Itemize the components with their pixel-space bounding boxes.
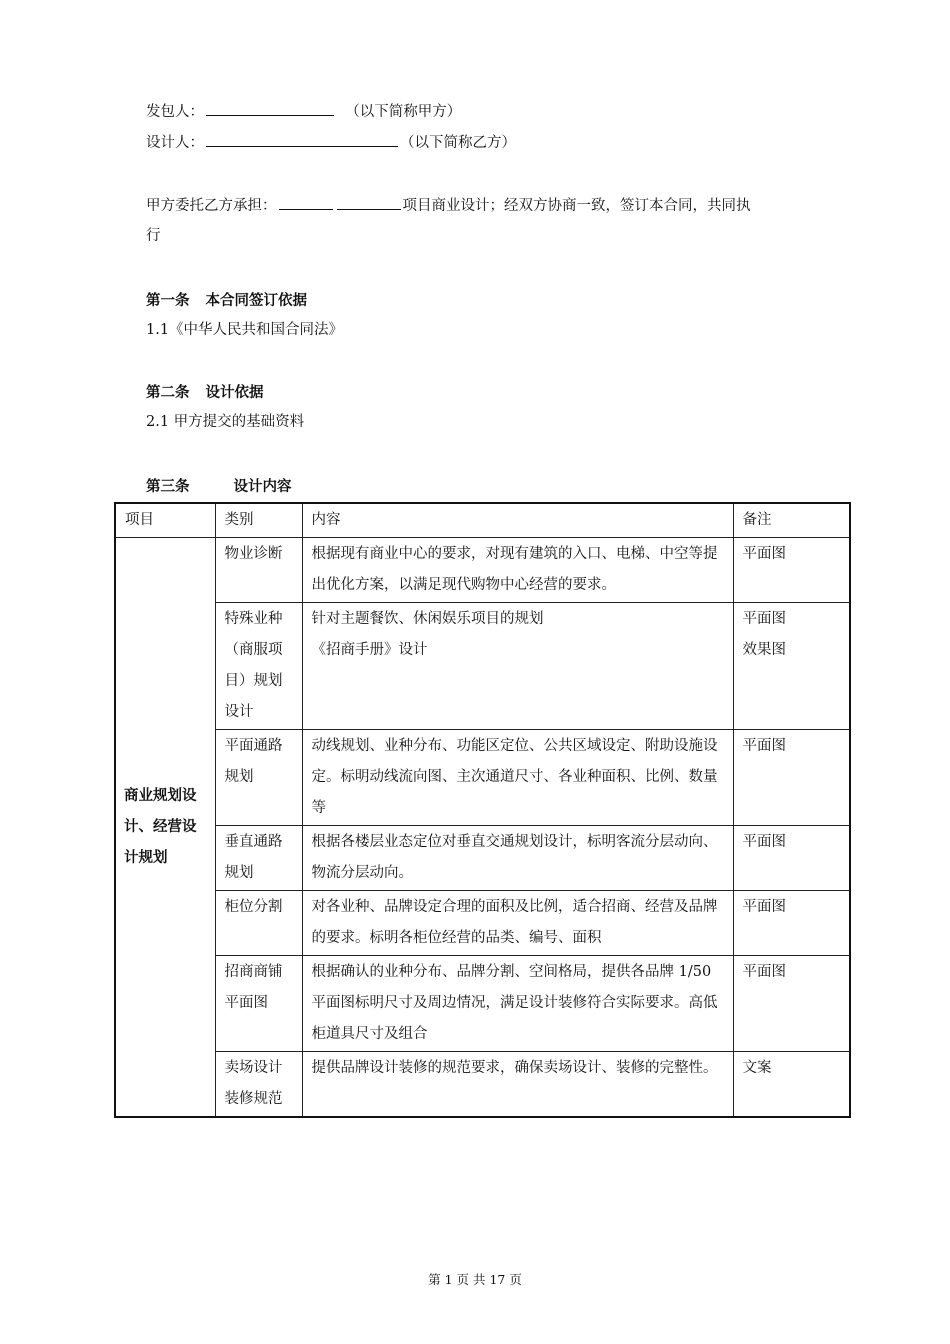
content-cell: 动线规划、业种分布、功能区定位、公共区域设定、附助设施设定。标明动线流向图、主次通道尺寸、各业种面积、比例、数量等 (302, 730, 733, 826)
table-row (115, 603, 850, 730)
design-content-table (114, 502, 851, 1118)
employer-line (146, 101, 461, 122)
article3-title: 设计内容 (233, 479, 292, 495)
article3-heading (146, 475, 292, 496)
note-cell: 文案 (733, 1052, 850, 1118)
note-cell: 平面图 (733, 730, 850, 826)
table-row (115, 891, 850, 956)
type-cell: 平面通路规划 (215, 730, 302, 826)
designer-label: 设计人： (146, 135, 204, 151)
type-cell: 招商商铺平面图 (215, 956, 302, 1052)
designer-note: （以下简称乙方） (400, 135, 516, 151)
note-cell: 平面图 (733, 891, 850, 956)
type-cell: 卖场设计装修规范 (215, 1052, 302, 1118)
table-row (115, 538, 850, 603)
page-footer: 第 1 页 共 17 页 (428, 1272, 522, 1287)
type-cell: 特殊业种（商服项目）规划设计 (215, 603, 302, 730)
table-row (115, 826, 850, 891)
note-cell: 平面图 (733, 956, 850, 1052)
article1-title: 本合同签订依据 (205, 293, 307, 309)
table-header-row (115, 503, 850, 538)
header-cell-type: 类别 (215, 503, 302, 538)
employer-note: （以下简称甲方） (345, 104, 462, 120)
note-cell: 平面图 (733, 538, 850, 603)
type-cell: 柜位分割 (215, 891, 302, 956)
content-cell: 根据确认的业种分布、品牌分割、空间格局，提供各品牌 1/50 平面图标明尺寸及周边情况，满足设计装修符合实际要求。高低柜道具尺寸及组合 (302, 956, 733, 1052)
article2-item: 2.1 甲方提交的基础资料 (146, 414, 305, 430)
type-cell: 垂直通路规划 (215, 826, 302, 891)
project-blank-1[interactable] (279, 195, 333, 210)
intro-suffix: 项目商业设计；经双方协商一致，签订本合同，共同执 (402, 198, 751, 214)
employer-blank[interactable] (206, 101, 334, 116)
designer-line (146, 132, 516, 153)
note-cell: 平面图 (733, 826, 850, 891)
intro-line (146, 195, 751, 216)
type-cell: 物业诊断 (215, 538, 302, 603)
table-row (115, 730, 850, 826)
header-cell-content: 内容 (302, 503, 733, 538)
content-cell: 提供品牌设计装修的规范要求，确保卖场设计、装修的完整性。 (302, 1052, 733, 1118)
article2-title: 设计依据 (205, 385, 264, 401)
header-cell-project: 项目 (115, 503, 215, 538)
content-cell: 根据现有商业中心的要求，对现有建筑的入口、电梯、中空等提出优化方案，以满足现代购物中心经营的要求。 (302, 538, 733, 603)
article1-number: 第一条 (146, 293, 190, 309)
content-cell: 对各业种、品牌设定合理的面积及比例，适合招商、经营及品牌的要求。标明各柜位经营的品类、编号、面积 (302, 891, 733, 956)
article3-number: 第三条 (146, 479, 190, 495)
article1-item: 1.1《中华人民共和国合同法》 (146, 322, 344, 338)
designer-blank[interactable] (206, 132, 398, 147)
project-blank-2[interactable] (337, 195, 401, 210)
header-cell-note: 备注 (733, 503, 850, 538)
article1-heading (146, 289, 307, 310)
content-cell: 针对主题餐饮、休闲娱乐项目的规划 《招商手册》设计 (302, 603, 733, 730)
article2-heading (146, 381, 264, 402)
note-cell: 平面图 效果图 (733, 603, 850, 730)
table-row (115, 956, 850, 1052)
table-row (115, 1052, 850, 1118)
intro-continuation: 行 (146, 228, 161, 244)
intro-prefix: 甲方委托乙方承担： (146, 198, 277, 214)
article2-number: 第二条 (146, 385, 190, 401)
employer-label: 发包人： (146, 104, 204, 120)
content-cell: 根据各楼层业态定位对垂直交通规划设计，标明客流分层动向、物流分层动向。 (302, 826, 733, 891)
category-cell: 商业规划设计、经营设计规划 (115, 538, 215, 1118)
